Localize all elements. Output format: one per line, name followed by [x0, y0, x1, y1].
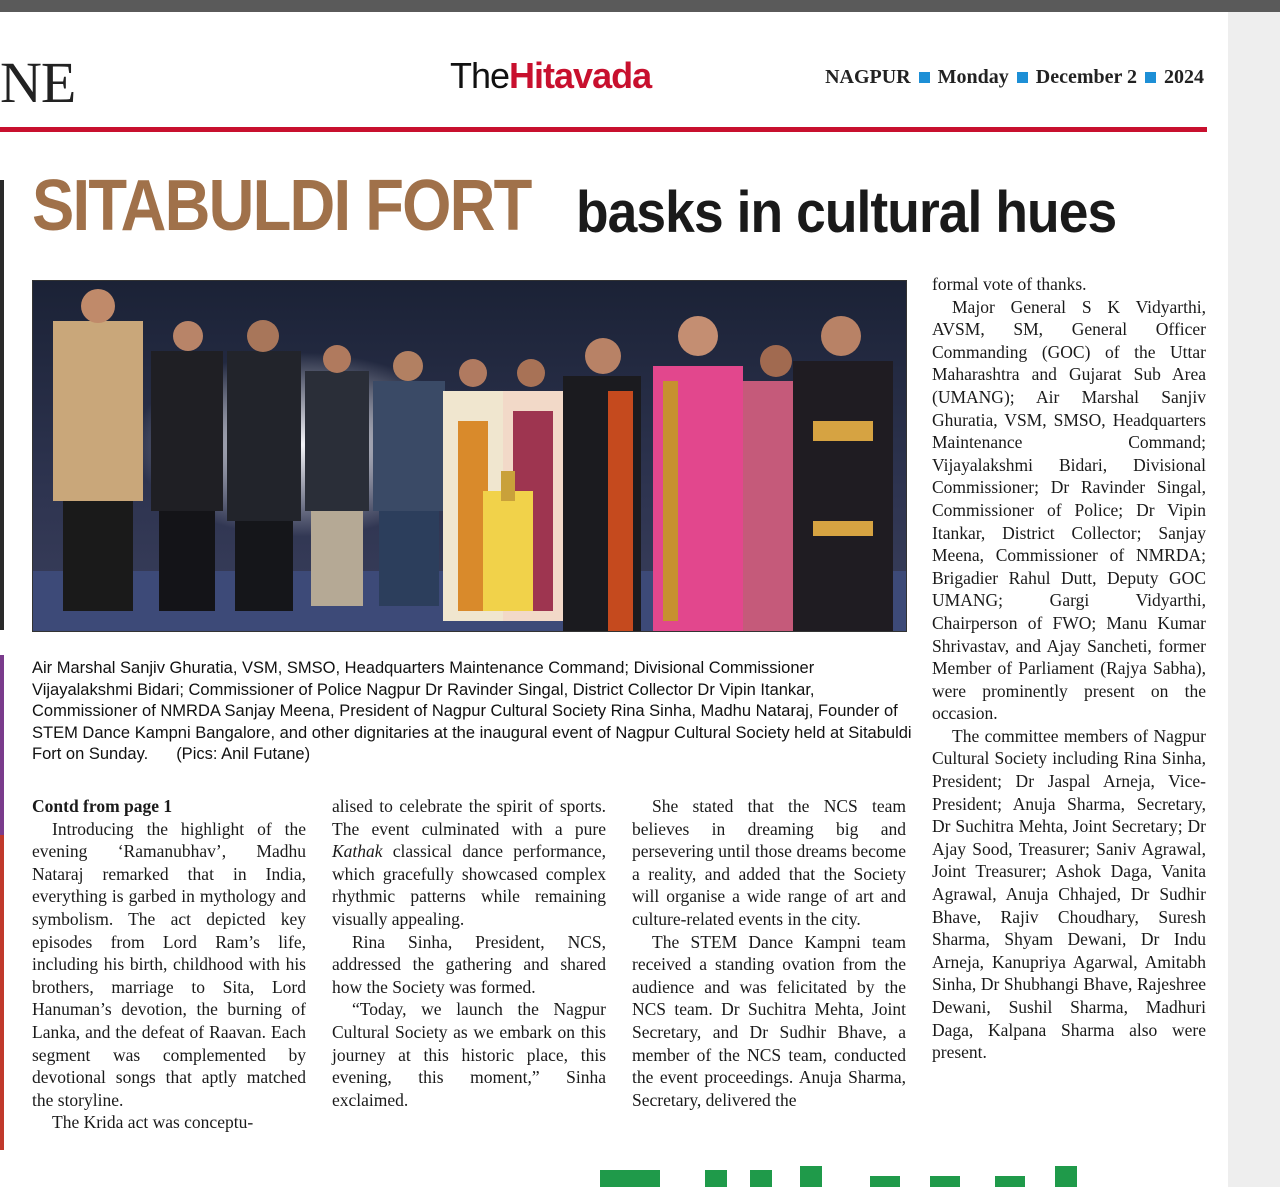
article-column-1 — [32, 795, 306, 1134]
article-paragraph: The committee members of Nagpur Cultural Society including Rina Sinha, President; Dr Jaspal Arneja, Vice-President; Anuja Sharma, Secretary, Dr Suchitra Mehta, Joint Secretary; Dr Ajay Sood, Treasurer; Saniv Agrawal, Joint Treasurer; Ashok Daga, Vanita Agrawal, Anuja Chhajed, Dr Sudhir Bhave, Rajiv Choudhary, Suresh Sharma, Shyam Dewani, Dr Indu Arneja, Kanupriya Agarwal, Amitabh Sinha, Dr Shubhangi Bhave, Rajeshree Dewani, Sushil Sharma, Madhuri Daga, Kalpana Sharma also were present. — [932, 725, 1206, 1063]
adjacent-page-edge — [0, 835, 4, 1150]
dateline — [825, 66, 1204, 89]
headline — [32, 166, 1117, 246]
event-photo — [32, 280, 907, 632]
bullet-square-icon — [919, 72, 930, 83]
article-paragraph: Major General S K Vidyarthi, AVSM, SM, General Officer Commanding (GOC) of the Uttar Maharashtra and Gujarat Sub Area (UMANG); Air Marshal Sanjiv Ghuratia, VSM, SMSO, Headquarters Maintenance Command; Vijayalakshmi Bidari, Divisional Commissioner; Dr Ravinder Singal, Commissioner of Police; Dr Vipin Itankar, District Collector; Sanjay Meena, Commissioner of NMRDA; Brigadier Rahul Dutt, Deputy GOC UMANG; Gargi Vidyarthi, Chairperson of FWO; Manu Kumar Shrivastav, and Ajay Sancheti, former Member of Parliament (Rajya Sabha), were prominently present on the occasion. — [932, 296, 1206, 724]
dateline-city: NAGPUR — [825, 66, 911, 88]
section-name-fragment: NE — [0, 50, 76, 115]
article-paragraph — [332, 795, 606, 931]
logo-name: Hitavada — [509, 55, 652, 96]
article-paragraph: “Today, we launch the Nagpur Cultural Society as we embark on this journey at this historic place, this evening, this moment,” Sinha exclaimed. — [332, 999, 606, 1110]
article-paragraph: She stated that the NCS team believes in dreaming big and persevering until those dreams become a reality, and added that the Society will organise a wide range of art and culture-related events in the city. — [632, 796, 906, 929]
next-headline-fragment — [600, 1162, 1080, 1187]
article-paragraph: The STEM Dance Kampni team received a standing ovation from the audience and was felicitated by the NCS team. Dr Suchitra Mehta, Joint Secretary, and Dr Sudhir Bhave, a member of the NCS team, conducted the event proceedings. Anuja Sharma, Secretary, delivered the — [632, 931, 906, 1110]
caption-text: Air Marshal Sanjiv Ghuratia, VSM, SMSO, Headquarters Maintenance Command; Divisional Commissioner Vijayalakshmi Bidari; Commissioner of Police Nagpur Dr Ravinder Singal, District Collector Dr Vipin Itankar, Commissioner of NMRDA Sanjay Meena, President of Nagpur Cultural Society Rina Sinha, Madhu Nataraj, Founder of STEM Dance Kampni Bangalore, and other dignitaries at the inaugural event of Nagpur Cultural Society held at Sitabuldi Fort on Sunday. — [32, 659, 912, 763]
masthead-rule — [0, 127, 1207, 132]
article-paragraph: formal vote of thanks. — [932, 274, 1087, 294]
event-photo-illustration — [33, 281, 906, 631]
text-run: alised to celebrate the spirit of sports. The event culminated with a pure — [332, 796, 606, 839]
article-paragraph: Rina Sinha, President, NCS, addressed the gathering and shared how the Society was formed. — [332, 931, 606, 997]
adjacent-page-edge — [0, 655, 4, 835]
bullet-square-icon — [1017, 72, 1028, 83]
article-paragraph: Introducing the highlight of the evening ‘Ramanubhav’, Madhu Nataraj remarked that in India, everything is garbed in mythology and symbolism. The act depicted key episodes from Lord Ram’s life, including his birth, childhood with his brothers, marriage to Sita, Lord Hanuman’s devotion, the burning of Lanka, and the defeat of Raavan. Each segment was complemented by devotional songs that aptly matched the storyline. — [32, 818, 306, 1110]
bullet-square-icon — [1145, 72, 1156, 83]
page-margin — [1228, 12, 1280, 1187]
dateline-year: 2024 — [1164, 66, 1204, 88]
next-headline-shapes — [600, 1162, 1080, 1187]
article-column-2 — [332, 795, 606, 1111]
adjacent-page-edge — [0, 180, 4, 630]
article-column-4 — [932, 273, 1206, 1064]
top-bar — [0, 0, 1280, 12]
article-paragraph: The Krida act was conceptu- — [52, 1112, 254, 1133]
text-run-italic: Kathak — [332, 841, 383, 862]
photo-credit: (Pics: Anil Futane) — [176, 745, 311, 763]
article-column-3 — [632, 795, 906, 1111]
headline-part2: basks in cultural hues — [576, 180, 1117, 245]
dateline-date: December 2 — [1035, 66, 1137, 88]
continued-from-label: Contd from page 1 — [32, 796, 173, 816]
dateline-day: Monday — [937, 66, 1009, 88]
logo-the: The — [450, 55, 510, 96]
text-run: classical dance performance, which gracefully showcased complex rhythmic patterns while remaining visually appealing. — [332, 841, 606, 929]
headline-part1: SITABULDI FORT — [32, 166, 531, 246]
photo-caption — [32, 658, 912, 766]
newspaper-logo — [450, 55, 652, 96]
